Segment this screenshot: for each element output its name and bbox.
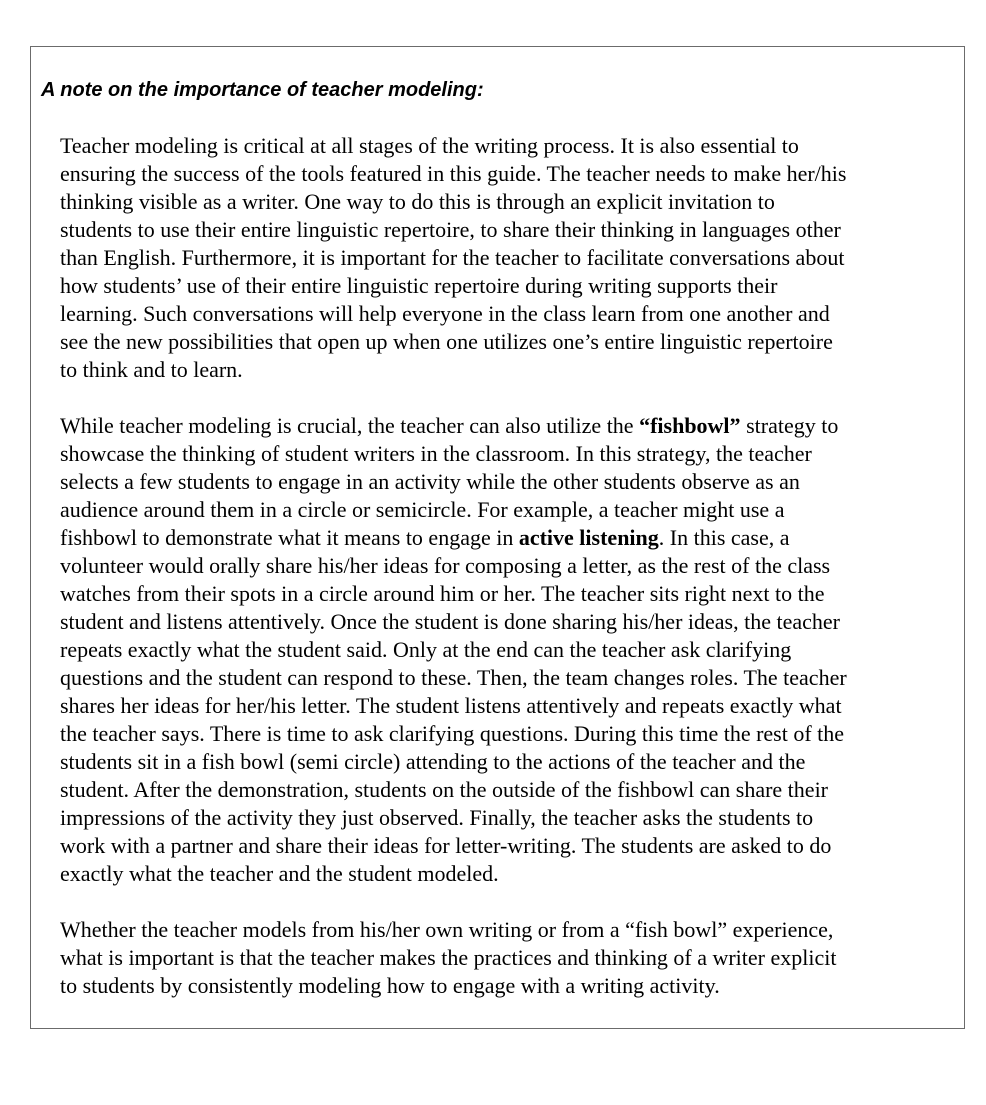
text-line: how students’ use of their entire linguistic repertoire during writing supports their — [60, 273, 778, 298]
text-line: to students by consistently modeling how to engage with a writing activity. — [60, 973, 720, 998]
text-line: to think and to learn. — [60, 357, 243, 382]
note-body — [60, 132, 960, 1028]
text-line: student and listens attentively. Once the student is done sharing his/her ideas, the teacher — [60, 609, 840, 634]
text-line: ensuring the success of the tools featured in this guide. The teacher needs to make her/his — [60, 161, 847, 186]
note-box — [30, 46, 965, 1029]
text-line: student. After the demonstration, students on the outside of the fishbowl can share their — [60, 777, 829, 802]
text-line: what is important is that the teacher makes the practices and thinking of a writer explicit — [60, 945, 837, 970]
fishbowl-term: “fishbowl” — [639, 413, 741, 438]
text-line: Teacher modeling is critical at all stages of the writing process. It is also essential to — [60, 133, 799, 158]
text-line: impressions of the activity they just observed. Finally, the teacher asks the students to — [60, 805, 814, 830]
active-listening-term: active listening — [518, 525, 659, 550]
text-line — [60, 412, 960, 440]
text-line: the teacher says. There is time to ask clarifying questions. During this time the rest of the — [60, 721, 845, 746]
text-line: work with a partner and share their ideas for letter-writing. The students are asked to do — [60, 833, 832, 858]
text-line: than English. Furthermore, it is important for the teacher to facilitate conversations about — [60, 245, 845, 270]
text-line — [60, 524, 960, 552]
text-run: . In this case, a — [658, 525, 790, 550]
text-line: audience around them in a circle or semicircle. For example, a teacher might use a — [60, 497, 785, 522]
paragraph-modeling — [60, 132, 960, 384]
paragraph-fishbowl — [60, 412, 960, 888]
text-line: repeats exactly what the student said. Only at the end can the teacher ask clarifying — [60, 637, 792, 662]
text-run: While teacher modeling is crucial, the teacher can also utilize the — [60, 413, 640, 438]
text-run: strategy to — [740, 413, 839, 438]
text-line: exactly what the teacher and the student modeled. — [60, 861, 499, 886]
text-line: thinking visible as a writer. One way to do this is through an explicit invitation to — [60, 189, 775, 214]
note-heading: A note on the importance of teacher modeling: — [41, 79, 484, 101]
paragraph-conclusion — [60, 916, 960, 1000]
text-line: students to use their entire linguistic repertoire, to share their thinking in languages other — [60, 217, 841, 242]
text-line: students sit in a fish bowl (semi circle) attending to the actions of the teacher and the — [60, 749, 806, 774]
text-line: learning. Such conversations will help everyone in the class learn from one another and — [60, 301, 830, 326]
text-line: Whether the teacher models from his/her own writing or from a “fish bowl” experience, — [60, 917, 834, 942]
text-line: showcase the thinking of student writers in the classroom. In this strategy, the teacher — [60, 441, 812, 466]
text-line: questions and the student can respond to these. Then, the team changes roles. The teacher — [60, 665, 847, 690]
text-line: see the new possibilities that open up when one utilizes one’s entire linguistic repertoire — [60, 329, 833, 354]
text-line: shares her ideas for her/his letter. The student listens attentively and repeats exactly what — [60, 693, 842, 718]
text-line: watches from their spots in a circle around him or her. The teacher sits right next to the — [60, 581, 825, 606]
text-line: volunteer would orally share his/her ideas for composing a letter, as the rest of the class — [60, 553, 831, 578]
text-line: selects a few students to engage in an activity while the other students observe as an — [60, 469, 800, 494]
text-run: fishbowl to demonstrate what it means to engage in — [60, 525, 519, 550]
